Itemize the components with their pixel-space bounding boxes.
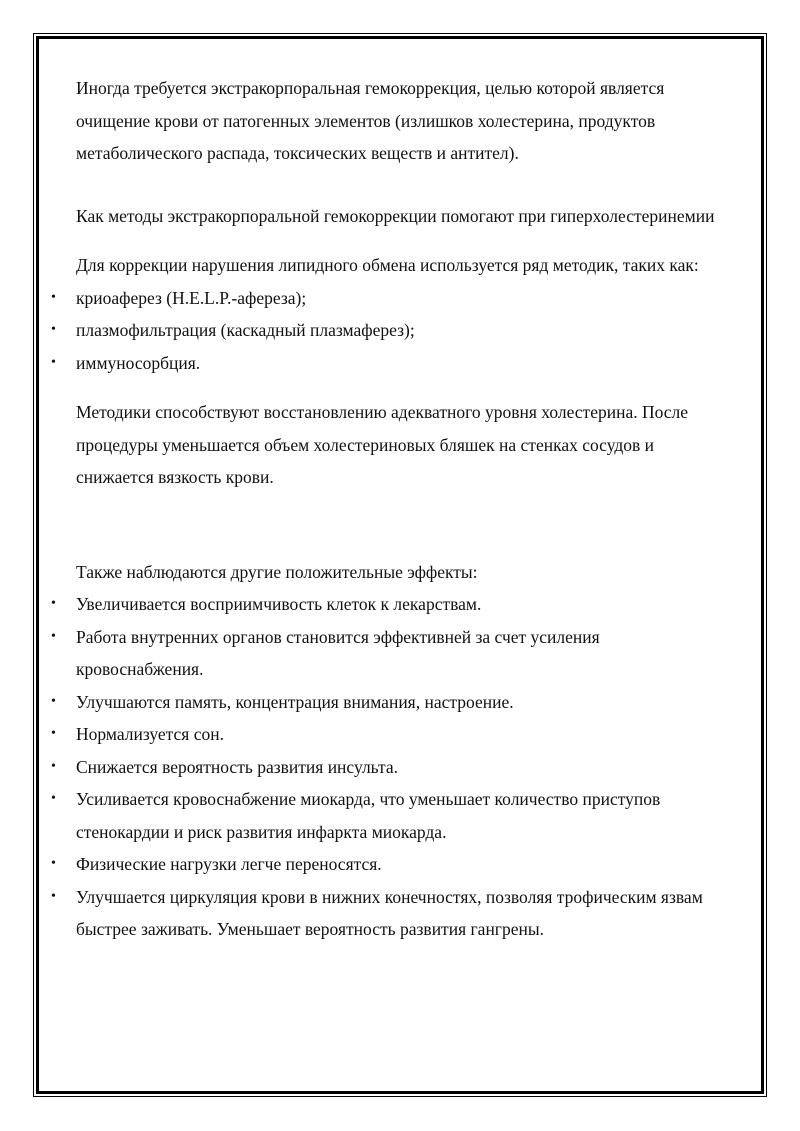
methods-result-paragraph: Методики способствуют восстановлению адекватного уровня холестерина. После процедуры уменьшается объем холестериновых бляшек на стенках сосудов и снижается вязкость крови. bbox=[76, 402, 689, 487]
bullet-icon: • bbox=[51, 354, 56, 370]
bullet-icon: • bbox=[51, 289, 56, 305]
bullet-icon: • bbox=[51, 888, 56, 904]
intro-paragraph: Иногда требуется экстракорпоральная гемокоррекция, целью которой является очищение крови от патогенных элементов (излишков холестерина, продуктов метаболического распада, токсических веществ и антител). bbox=[76, 78, 665, 163]
list-item: • Улучшается циркуляция крови в нижних конечностях, позволяя трофическим язвам быстрее заживать. Уменьшает вероятность развития гангрены. bbox=[76, 881, 726, 946]
bullet-icon: • bbox=[51, 856, 56, 871]
bullet-icon: • bbox=[51, 596, 56, 611]
list-item: • криоаферез (H.E.L.P.-афереза); bbox=[76, 282, 726, 315]
bullet-icon: • bbox=[51, 693, 56, 709]
section-heading: Как методы экстракорпоральной гемокоррекции помогают при гиперхолестеринемии bbox=[76, 205, 715, 226]
list-item: • Увеличивается восприимчивость клеток к лекарствам. bbox=[76, 588, 726, 621]
list-item: • Снижается вероятность развития инсульта. bbox=[76, 751, 726, 784]
list-item: • Физические нагрузки легче переносятся. bbox=[76, 848, 726, 881]
list-item: • иммуносорбция. bbox=[76, 347, 726, 380]
list-item: • Нормализуется сон. bbox=[76, 718, 726, 751]
bullet-icon: • bbox=[51, 758, 56, 774]
list-item: • Улучшаются память, концентрация внимания, настроение. bbox=[76, 686, 726, 719]
list-item: • Усиливается кровоснабжение миокарда, что уменьшает количество приступов стенокардии и риск развития инфаркта миокарда. bbox=[76, 783, 726, 848]
effects-list bbox=[51, 588, 726, 946]
methods-intro-paragraph: Для коррекции нарушения липидного обмена используется ряд методик, таких как: bbox=[76, 255, 699, 275]
bullet-icon: • bbox=[51, 322, 56, 337]
effects-intro-paragraph: Также наблюдаются другие положительные эффекты: bbox=[76, 561, 478, 582]
bullet-icon: • bbox=[51, 628, 56, 644]
list-item: • плазмофильтрация (каскадный плазмаферез); bbox=[76, 314, 726, 347]
document-body bbox=[51, 72, 726, 946]
list-item: • Работа внутренних органов становится эффективней за счет усиления кровоснабжения. bbox=[76, 621, 726, 686]
methods-list bbox=[51, 282, 726, 380]
bullet-icon: • bbox=[51, 791, 56, 806]
bullet-icon: • bbox=[51, 726, 56, 741]
